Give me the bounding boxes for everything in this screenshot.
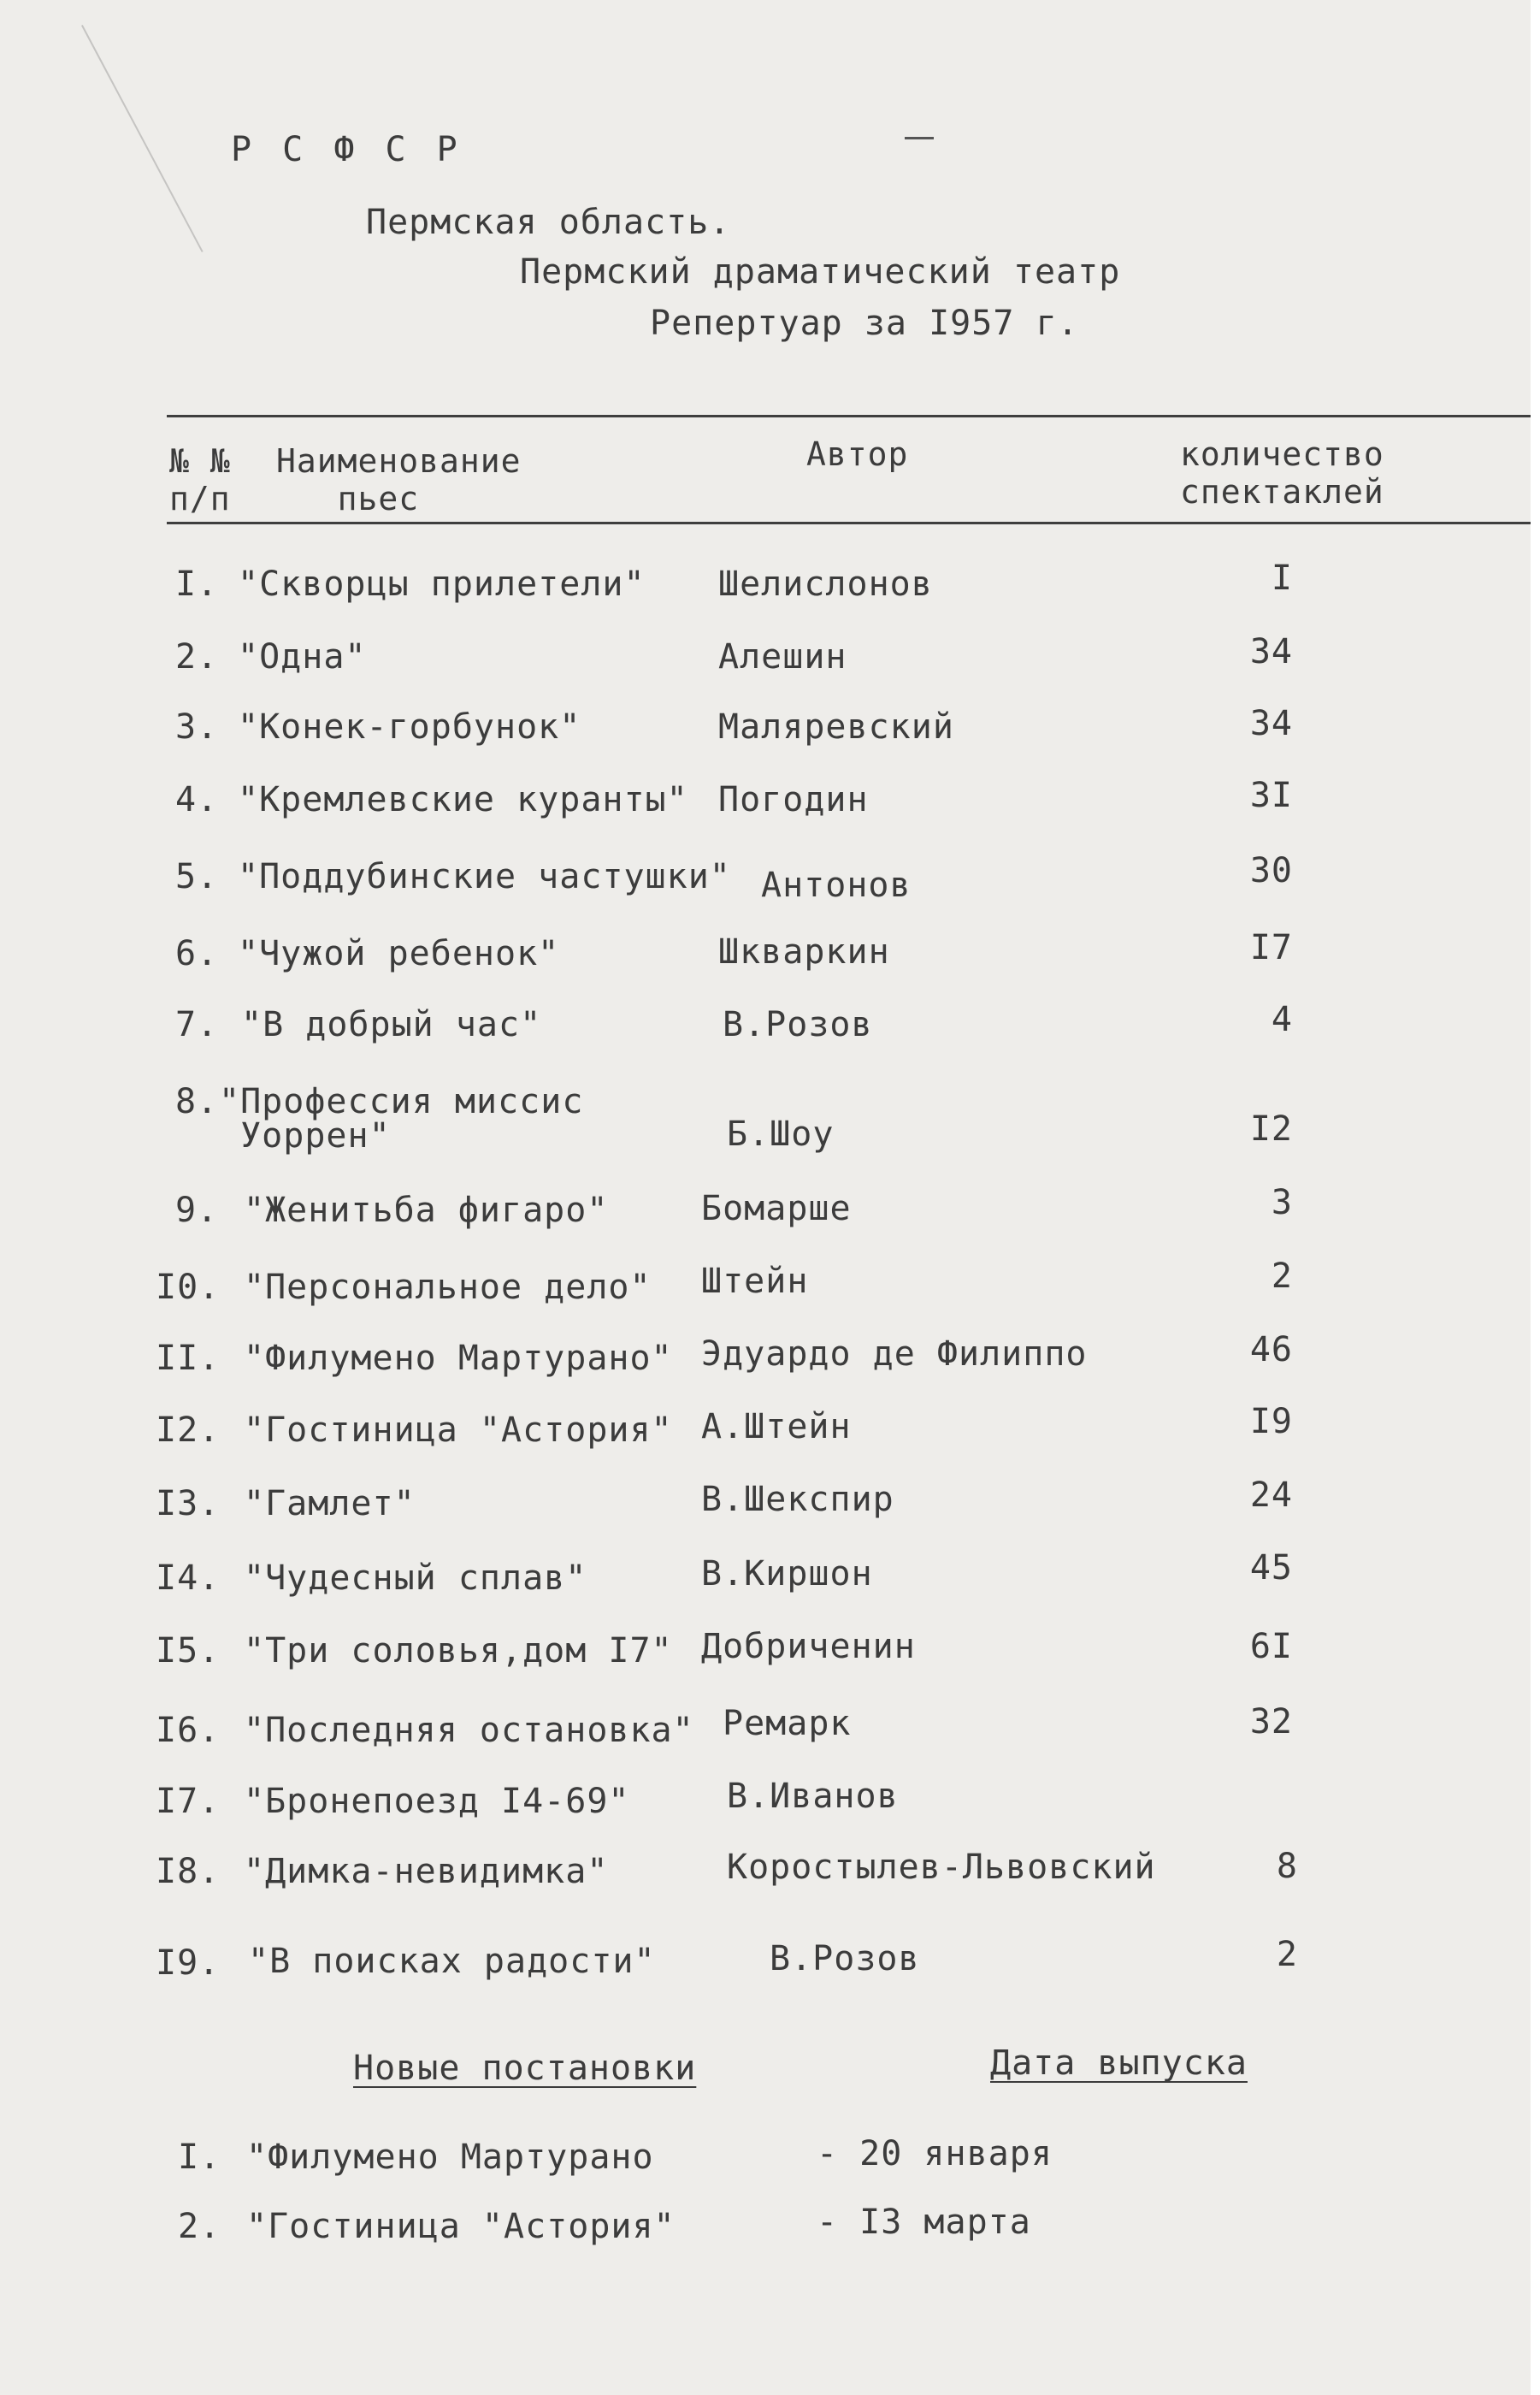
- new-production-date: - I3 марта: [817, 2203, 1031, 2242]
- row-author: Шкваркин: [718, 932, 890, 972]
- row-author: Антонов: [761, 866, 912, 905]
- row-count: 30: [1249, 851, 1293, 890]
- row-number: 2.: [175, 637, 219, 677]
- row-author: Погодин: [718, 780, 869, 819]
- row-count: 8: [1276, 1847, 1298, 1886]
- row-number: 7.: [175, 1005, 219, 1044]
- row-author: А.Штейн: [701, 1407, 852, 1446]
- column-header-count: количество спектаклей: [1180, 435, 1384, 511]
- row-count: 45: [1249, 1548, 1293, 1588]
- row-author: Маляревский: [718, 707, 954, 747]
- row-count: I7: [1249, 928, 1293, 967]
- row-count: 2: [1276, 1935, 1298, 1974]
- new-production-number: I.: [178, 2138, 221, 2177]
- row-count: I9: [1249, 1402, 1293, 1441]
- row-number: 3.: [175, 707, 219, 747]
- new-production-number: 2.: [178, 2207, 221, 2246]
- row-play-name: "Конек-горбунок": [238, 707, 581, 747]
- new-production-name: "Филумено Мартурано: [246, 2138, 654, 2177]
- row-number: I7.: [156, 1782, 221, 1821]
- row-play-name: "Гамлет": [244, 1484, 416, 1523]
- row-play-name: "Гостиница "Астория": [244, 1410, 673, 1450]
- row-author: Добриченин: [701, 1627, 916, 1666]
- document-title: Репертуар за I957 г.: [650, 304, 1079, 343]
- row-play-name: "Одна": [238, 637, 367, 677]
- row-author: В.Иванов: [727, 1777, 899, 1816]
- new-productions-heading: Новые постановки: [353, 2049, 697, 2088]
- row-number: I4.: [156, 1558, 221, 1598]
- row-author: Эдуардо де Филиппо: [701, 1334, 1088, 1374]
- release-date-heading: Дата выпуска: [990, 2043, 1248, 2083]
- row-author: Алешин: [718, 637, 847, 677]
- row-author: Коростылев-Львовский: [727, 1848, 1156, 1887]
- row-count: 2: [1271, 1257, 1293, 1296]
- row-number: 8.: [175, 1082, 219, 1121]
- column-header-name: Наименование пьес: [276, 442, 522, 517]
- row-play-name: "Кремлевские куранты": [238, 780, 688, 819]
- row-number: I2.: [156, 1410, 221, 1450]
- dash-mark: [905, 137, 934, 139]
- row-count: 34: [1249, 632, 1293, 671]
- row-number: 6.: [175, 934, 219, 973]
- row-number: I0.: [156, 1268, 221, 1307]
- page-margin: [1531, 0, 1540, 2395]
- row-number: I8.: [156, 1852, 221, 1891]
- column-header-author: Автор: [806, 435, 909, 473]
- row-count: 34: [1249, 704, 1293, 743]
- row-author: В.Киршон: [701, 1554, 873, 1594]
- row-count: 24: [1249, 1475, 1293, 1515]
- row-play-name: "Чудесный сплав": [244, 1558, 587, 1598]
- row-play-name: "Профессия миссис Уоррен": [219, 1082, 584, 1156]
- row-count: 3I: [1249, 776, 1293, 815]
- row-number: 9.: [175, 1191, 219, 1230]
- row-play-name: "В поисках радости": [248, 1942, 656, 1981]
- row-count: I2: [1249, 1109, 1293, 1149]
- region-heading: Пермская область.: [366, 203, 731, 242]
- row-count: 3: [1271, 1183, 1293, 1222]
- row-count: 4: [1271, 1000, 1293, 1039]
- row-author: Шелислонов: [718, 565, 933, 604]
- row-play-name: "Филумено Мартурано": [244, 1339, 673, 1378]
- row-count: 32: [1249, 1702, 1293, 1742]
- row-play-name: "Поддубинские частушки": [238, 857, 731, 896]
- row-number: I6.: [156, 1711, 221, 1750]
- new-production-date: - 20 января: [817, 2134, 1053, 2173]
- row-play-name: "Димка-невидимка": [244, 1852, 609, 1891]
- country-heading: Р С Ф С Р: [231, 130, 463, 169]
- new-production-name: "Гостиница "Астория": [246, 2207, 676, 2246]
- row-play-name: "Женитьба фигаро": [244, 1191, 609, 1230]
- table-header-rule: [167, 522, 1531, 524]
- row-count: 46: [1249, 1330, 1293, 1369]
- theatre-heading: Пермский драматический театр: [520, 252, 1121, 292]
- row-play-name: "Бронепоезд I4-69": [244, 1782, 630, 1821]
- row-play-name: "Три соловья,дом I7": [244, 1631, 673, 1671]
- row-play-name: "В добрый час": [241, 1005, 542, 1044]
- row-number: II.: [156, 1339, 221, 1378]
- row-author: В.Шекспир: [701, 1480, 894, 1519]
- row-number: I9.: [156, 1943, 221, 1983]
- row-author: В.Розов: [770, 1939, 920, 1978]
- row-number: 4.: [175, 780, 219, 819]
- column-header-number: № № п/п: [169, 442, 231, 517]
- row-count: 6I: [1249, 1627, 1293, 1666]
- row-author: Штейн: [701, 1262, 809, 1301]
- row-play-name: "Последняя остановка": [244, 1711, 694, 1750]
- row-author: В.Розов: [723, 1005, 873, 1044]
- row-number: I.: [175, 565, 219, 604]
- row-author: Бомарше: [701, 1189, 852, 1228]
- row-number: 5.: [175, 857, 219, 896]
- row-author: Б.Шоу: [727, 1115, 835, 1154]
- row-play-name: "Чужой ребенок": [238, 934, 560, 973]
- table-top-rule: [167, 415, 1531, 417]
- row-play-name: "Персональное дело": [244, 1268, 652, 1307]
- row-number: I5.: [156, 1631, 221, 1671]
- row-number: I3.: [156, 1484, 221, 1523]
- paper-crease: [81, 25, 204, 252]
- row-play-name: "Скворцы прилетели": [238, 565, 646, 604]
- row-count: I: [1271, 559, 1293, 598]
- row-author: Ремарк: [723, 1704, 852, 1743]
